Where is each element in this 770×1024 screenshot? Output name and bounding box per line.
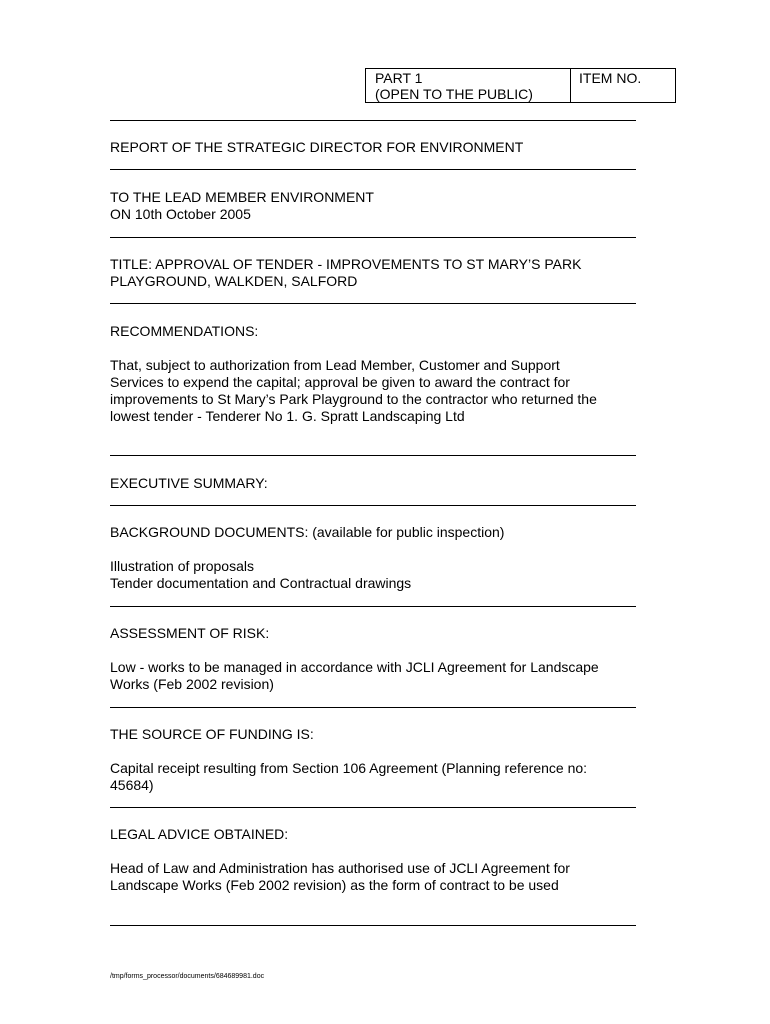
to-line-1: TO THE LEAD MEMBER ENVIRONMENT <box>110 189 374 205</box>
executive-summary-heading: EXECUTIVE SUMMARY: <box>110 475 268 491</box>
background-line: Tender documentation and Contractual drawings <box>110 575 412 591</box>
divider-8 <box>110 707 636 708</box>
background-heading: BACKGROUND DOCUMENTS: (available for public inspection) <box>110 524 505 540</box>
recommendations-line: lowest tender - Tenderer No 1. G. Spratt Landscaping Ltd <box>110 408 465 424</box>
recommendations-body <box>110 357 597 425</box>
legal-body <box>110 860 570 894</box>
to-line-2: ON 10th October 2005 <box>110 206 251 222</box>
funding-line: 45684) <box>110 777 154 793</box>
title-line-1: TITLE: APPROVAL OF TENDER - IMPROVEMENTS TO ST MARY’S PARK <box>110 256 582 272</box>
divider-2 <box>110 169 636 170</box>
divider-1 <box>110 120 636 121</box>
funding-heading: THE SOURCE OF FUNDING IS: <box>110 726 314 742</box>
risk-line: Works (Feb 2002 revision) <box>110 676 274 692</box>
legal-heading: LEGAL ADVICE OBTAINED: <box>110 826 289 842</box>
header-box <box>365 68 676 103</box>
divider-5 <box>110 455 636 456</box>
part-line-1: PART 1 <box>375 70 423 86</box>
recommendations-heading: RECOMMENDATIONS: <box>110 323 259 339</box>
title-line-2: PLAYGROUND, WALKDEN, SALFORD <box>110 273 358 289</box>
part-label <box>375 70 533 102</box>
divider-4 <box>110 303 636 304</box>
divider-10 <box>110 925 636 926</box>
legal-line: Head of Law and Administration has authorised use of JCLI Agreement for <box>110 860 570 876</box>
footer-file-path: /tmp/forms_processor/documents/684689981.doc <box>110 973 265 980</box>
header-box-divider <box>570 69 571 102</box>
report-of-heading: REPORT OF THE STRATEGIC DIRECTOR FOR ENVIRONMENT <box>110 139 524 155</box>
risk-line: Low - works to be managed in accordance with JCLI Agreement for Landscape <box>110 659 599 675</box>
risk-heading: ASSESSMENT OF RISK: <box>110 625 270 641</box>
risk-body <box>110 659 599 693</box>
divider-3 <box>110 237 636 238</box>
funding-line: Capital receipt resulting from Section 106 Agreement (Planning reference no: <box>110 760 588 776</box>
funding-body <box>110 760 587 794</box>
recommendations-line: Services to expend the capital; approval be given to award the contract for <box>110 374 570 390</box>
title-block <box>110 256 581 290</box>
to-block <box>110 189 374 223</box>
recommendations-line: improvements to St Mary’s Park Playground to the contractor who returned the <box>110 391 597 407</box>
divider-6 <box>110 505 636 506</box>
legal-line: Landscape Works (Feb 2002 revision) as the form of contract to be used <box>110 877 559 893</box>
divider-7 <box>110 606 636 607</box>
part-line-2: (OPEN TO THE PUBLIC) <box>375 86 533 102</box>
item-no-label: ITEM NO. <box>579 70 642 86</box>
background-body <box>110 558 411 592</box>
divider-9 <box>110 807 636 808</box>
background-line: Illustration of proposals <box>110 558 254 574</box>
recommendations-line: That, subject to authorization from Lead Member, Customer and Support <box>110 357 560 373</box>
